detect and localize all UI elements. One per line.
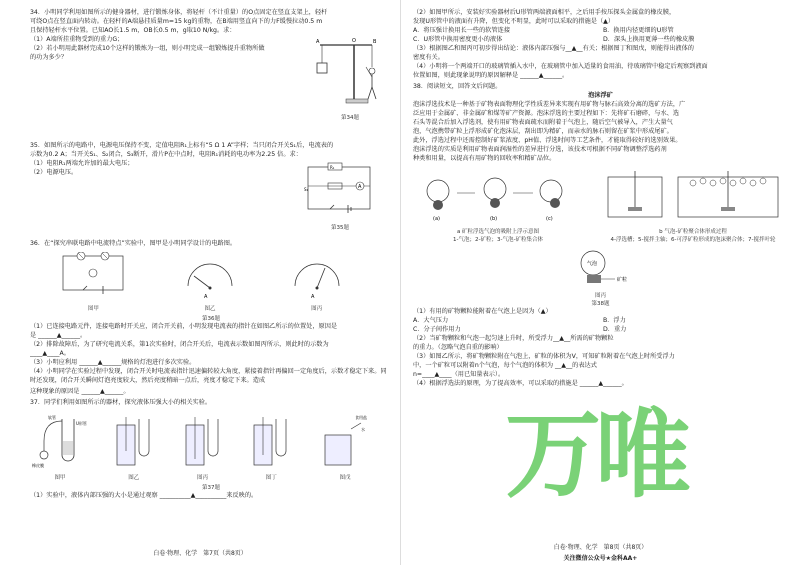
- figure-36a: [53, 252, 133, 312]
- figure-37e: [315, 411, 375, 481]
- q37-blank4: ▲: [538, 72, 544, 79]
- q38-optD: D．重力: [603, 326, 627, 333]
- figure-37c: [178, 411, 228, 481]
- q36-blank2: ▲: [42, 350, 48, 357]
- q36-blank3: ▲: [97, 359, 103, 366]
- figure-37b-label: 图乙: [128, 475, 140, 481]
- question-37-continued: （2）如图甲所示，安装好实验器材后U形管两端液面相平，之后用手按压探头金属盒的橡皮膜， 发现U形管中的液面有升降，但变化不明显，此时可以采取的措施是（▲） A．将压强计换用长一些的软管连接 B．换用内径更细的U形管 C．U形管中换用密度更小的液体 D．深头上换用更薄一些的橡皮膜 （3）根据图乙和图丙可初步得出结论：液体内部压强与__▲__有关；根据图丁和图戊，则能得出液体的 密度有关。 （4）小明将一个两端开口的玻璃管插入水中，在玻璃管中加入适量的食用油，待玻璃管中稳定后观察到液面 位置如图，则此现象说明的原因解释是 ______▲______。: [413, 8, 788, 80]
- ammeter-dial-b: [180, 252, 240, 300]
- svg-text:R₁: R₁: [330, 165, 335, 170]
- q37-blank2: ▲: [603, 18, 608, 25]
- figure-37e-label: 图戊: [339, 475, 351, 481]
- figure-34: [310, 37, 390, 121]
- q38-sub2b: 所受浮力: [528, 335, 554, 342]
- q37-blank3: ▲: [571, 45, 577, 52]
- q36-sub3b: 规格的灯泡进行多次实验。: [121, 359, 196, 366]
- left-footer: 白卷·物理、化学 第7页（共8页）: [153, 550, 247, 557]
- figure-37d: [246, 411, 296, 481]
- question-36: 36．在“探究串联电路中电流特点”实验中，图甲是小明同学设计的电路图。 图甲 A 图乙 A 图丙 第36题 （1）已连接电路元件，连接电路时开关应，闭合开关前，小明发现电流表的指针在如图乙所示的位置处，原因是 是 ______▲______。 （2）排除故障后，为了研究电流关系，第1次实验时，闭合开关后，电流表示数如图丙所示，则此时的示数为 ____▲____A。 （3）小明应利用 ______▲______规格的灯泡进行多次实验。 （4）小明同学在实验过程中发现，闭合开关时电流表指针迅速偏转较大角度，紧接着指针再偏回一定角度后，示数才稳定下来。同时还发现，闭合开关瞬间灯泡亮度较大，然后亮度稍暗一点后，亮度才稳定下来。造成 这种现象的原因是 ______▲______。: [30, 239, 392, 396]
- ammeter-dial-c: [287, 252, 347, 300]
- beaker-c: [178, 411, 228, 469]
- svg-text:A: A: [358, 184, 362, 190]
- figure-36b: [180, 252, 240, 312]
- q38-optC: C．分子间作用力: [413, 326, 461, 333]
- figure-37d-label: 图丁: [265, 475, 277, 481]
- q37-sub4: （4）小明将一个两端开口的玻璃管插入水中，在玻璃管中加入适量的食用油，待玻璃管中稳定后观察到液面: [413, 63, 708, 70]
- figure-38a-label: a 矿粒浮选气泡的吸附上浮示意图: [456, 229, 540, 235]
- beaker-e: [315, 411, 375, 469]
- label-film: 橡皮膜: [32, 463, 44, 468]
- svg-text:A: A: [310, 294, 315, 300]
- q38-title: 泡沫浮矿: [588, 92, 613, 99]
- svg-text:S₁: S₁: [304, 187, 309, 192]
- q38-optA: A．大气压力: [413, 317, 449, 324]
- watermark-logo: 万唯: [505, 399, 685, 511]
- q37-optC: C．U形管中换用密度更小的液体: [413, 36, 503, 43]
- q38-sub3: （3）如图乙所示，将矿物颗粒附在气泡上，矿粒的体积为V，: [413, 353, 583, 360]
- right-footer-note: 关注微信公众号★金科AA+: [563, 555, 638, 562]
- fig-small-b: (b): [490, 216, 498, 222]
- figure-38a: [413, 169, 583, 243]
- q34-line3: 且保持轻杆水平位置。已知AO长1.5 m，OB长0.5 m，g取10 N/kg。求：: [30, 27, 236, 34]
- figure-35-caption: 第35题: [331, 225, 349, 231]
- figure-36b-label: 图乙: [204, 306, 216, 312]
- q37-sub2: （2）如图甲所示，安装好实验器材后U形管两端液面相平，之后用手按压探头金属盒的橡皮膜，: [413, 9, 676, 16]
- q36-sub1: （1）已连接电路元件，连接电路时开关应，闭合开关前，小明发现电流表的指针在如图乙所示的位置处，原因是: [30, 323, 338, 330]
- figure-34-caption: 第34题: [341, 115, 359, 121]
- q38-sub2d: 的重力。（忽略气泡自重的影响）: [413, 344, 503, 351]
- q38-sub2: （2）当矿物颗粒和气泡一起匀速上升时，: [413, 335, 529, 342]
- q37-sub3b: 有关；根据图丁和图戊，则能得出液体的: [582, 45, 694, 52]
- q34-line2: 可绕O点在竖直面内转动。在轻杆的A端悬挂质量m=15 kg的重物，在B端用竖直向下的力F缓慢拉动0.5 m: [30, 18, 323, 25]
- q35-sub1: （1）电阻R₁两端允许加的最大电压；: [30, 160, 134, 167]
- q38-line1: 38．阅读短文，回答文后问题。: [413, 83, 502, 90]
- q36-sub3: （3）小明应利用: [30, 359, 78, 366]
- q34-sub2: （2）若小明用此器材完成10个这样的锻炼为一组，则小明完成一组锻炼提升重物所做: [30, 45, 265, 52]
- q34-line1: 34．小明同学利用如图所示的健身器材，进行锻炼身体，将轻杆（不计重量）的O点固定在竖直支架上，轻杆: [30, 9, 328, 16]
- q36-sub2b: A。: [59, 350, 70, 357]
- label-water: 水: [361, 427, 365, 432]
- q35-line1: 35．如图所示的电路中，电源电压保持不变，定值电阻R₁上标有“5 Ω 1 A”字样；当只闭合开关S₁后，电流表的: [30, 142, 334, 149]
- q36-blank4: ▲: [100, 388, 105, 395]
- svg-text:A: A: [203, 294, 208, 300]
- q38-sub2c: 所需的矿物颗粒: [570, 335, 614, 342]
- q38-sub3e: n=: [413, 371, 423, 378]
- figure-37-caption: 第37题: [202, 485, 220, 491]
- q34-sub3: 的功为多少？: [30, 54, 68, 61]
- q38-sub3c: 中，一个矿粒可以附着n个气泡，每个气泡的体积为: [413, 362, 554, 369]
- q38-sub3f: （用已知量表示）。: [451, 371, 505, 378]
- q38-sub3b: 可知矿粒附着在气泡上时所受浮力: [582, 353, 675, 360]
- q36-sub1b: 是: [30, 332, 37, 339]
- bubble-particle-diagram: [413, 169, 583, 223]
- q35-sub2: （2）电源电压。: [30, 169, 78, 176]
- fig-c-particle: 矿粒: [616, 277, 627, 283]
- q38-blank3: ▲: [561, 362, 566, 369]
- figure-38b-label: b 气泡-矿粒聚合体形成过程: [659, 229, 727, 235]
- figure-35: [300, 161, 380, 231]
- bubble-on-particle-diagram: [551, 247, 651, 287]
- svg-text:O: O: [352, 38, 356, 44]
- q36-line1: 36．在“探究串联电路中电流特点”实验中，图甲是小明同学设计的电路图。: [30, 240, 237, 247]
- svg-text:B: B: [373, 39, 377, 45]
- q37-optB: B．换用内径更细的U形管: [603, 27, 674, 34]
- q37-optD: D．深头上换用更薄一些的橡皮膜: [603, 36, 695, 43]
- figure-36c: [287, 252, 347, 312]
- label-tube: 软管: [48, 415, 56, 420]
- figure-37a-label: 图甲: [54, 475, 66, 481]
- series-circuit-diagram: [53, 252, 133, 300]
- beaker-b: [109, 411, 159, 469]
- question-35: [30, 141, 392, 233]
- figure-36c-label: 图丙: [311, 306, 323, 312]
- figure-36-caption: 第36题: [202, 316, 220, 322]
- q38-p3: 石头等混合后加入浮选剂，使有用矿物表面疏水而附着于气泡上，随后空气被导入，产生大量气: [413, 119, 673, 126]
- q37-sub4b: 位置如图，则此现象说明的原因解释是: [413, 72, 519, 79]
- flotation-tank-diagram: [598, 169, 788, 223]
- figure-38b-note: 4-浮选槽；5-搅拌主轴；6-可浮矿粒形成的泡沫聚合体；7-搅拌叶轮: [610, 237, 776, 243]
- q38-sub3d: 的表达式: [572, 362, 597, 369]
- q38-p4: 泡，气泡携带矿粒上浮形成矿化泡沫层，刮出即为精矿，而亲水的脉石则留在矿浆中形成尾矿。: [413, 128, 673, 135]
- lever-diagram: [310, 37, 390, 109]
- fig-c-bubble: 气泡: [586, 261, 597, 267]
- label-salt: 食用盐: [355, 415, 367, 420]
- question-38: 38．阅读短文，回答文后问题。 泡沫浮矿 泡沫浮选技术是一种基于矿物表面物理化学性质差异来实现有用矿物与脉石高效分离的选矿方法，广 泛应用于金属矿、非金属矿和煤等矿产资源。泡沫浮选的主要过程如下：先将矿石磨碎，与水、选 石头等混合后加入浮选剂，使有用矿物表面疏水而附着于气泡上，随后空气被导入，产生大量气 泡，气泡携带矿粒上浮形成矿化泡沫层，刮出即为精矿，而亲水的脉石则留在矿浆中形成尾矿。 此外，浮选过程中还需控制好矿浆浓度、pH值、浮选时间等工艺条件，才能取得较好的选别效果。 泡沫浮选的实质是利用矿物表面润湿性的差异进行分选，该技术可根据不同矿物调整浮选药剂 种类和用量，以提高有用矿物的回收率和精矿品位。 (a) (b) (c) a 矿粒浮选气泡的吸附上浮示意图 1-气泡；2-矿粒；3-气泡-矿粒集合体 b 气泡-矿粒聚合体形成过程 4-浮选槽；5-搅拌主轴；6-可浮矿粒形成的泡沫聚合体；7-搅拌叶轮 气泡 矿粒 图丙 第38题 （1）有用的矿物颗粒能附着在气泡上是因为（▲） A．大气压力 B．浮力 C．分子间作用力 D．重力 （2）当矿物颗粒和气泡一起匀速上升时，所受浮力__▲__所需的矿物颗粒 的重力。（忽略气泡自重的影响） （3）如图乙所示，将矿物颗粒附在气泡上，矿粒的体积为V，可知矿粒附着在气泡上时所受浮力 中，一个矿粒可以附着n个气泡，每个气泡的体积为 __▲__的表达式 n=____▲____（用已知量表示）。 （4）根据浮选法的原理，为了提高效率，可以采取的措施是 ______▲______。: [413, 82, 788, 388]
- q37-line1: 37．同学们利用如图所示的器材，探究液体压强大小的相关实验。: [30, 399, 212, 406]
- pressure-gauge-diagram: [30, 411, 90, 469]
- question-37: 37．同学们利用如图所示的器材，探究液体压强大小的相关实验。 软管 U形管 橡皮膜 图甲 图乙 图丙 图丁 食用盐 水 图戊 第37题 （1）实验中，液体内部压强的大小是通过观察 __________▲__________来反映的。: [30, 398, 392, 500]
- q38-sub1: （1）有用的矿物颗粒能附着在气泡上是因为: [413, 308, 535, 315]
- label-u-tube: U形管: [76, 421, 87, 426]
- beaker-d: [246, 411, 296, 469]
- figure-38a-note: 1-气泡；2-矿粒；3-气泡-矿粒集合体: [453, 237, 543, 243]
- figure-37c-label: 图丙: [196, 475, 208, 481]
- question-34: [30, 8, 392, 123]
- q38-optB: B．浮力: [603, 317, 626, 324]
- q38-p7: 种类和用量，以提高有用矿物的回收率和精矿品位。: [413, 155, 556, 162]
- q36-sub4: （4）小明同学在实验过程中发现，闭合开关时电流表指针迅速偏转较大角度，紧接着指针再偏回一定角度后，示数才稳定下来。同时还发现，闭合开关瞬间灯泡亮度较大，然后亮度稍暗一点后，亮度才稳定下来。造成: [30, 368, 387, 384]
- q34-sub1: （1）A端所挂重物受到的重力G；: [30, 36, 124, 43]
- q37-sub3c: 密度有关。: [413, 54, 444, 61]
- figure-38c-label: 图丙: [594, 293, 606, 299]
- q37-blank1: ▲: [190, 492, 196, 499]
- figure-37a: [30, 411, 90, 481]
- circuit-diagram-35: [300, 161, 380, 219]
- q35-line2: 示数为0.2 A；当开关S₁、S₂闭合，S₃断开，滑片P在中点时，电阻R₁消耗的电功率为2.25 倍。求：: [30, 151, 302, 158]
- figure-38-caption: 第38题: [591, 301, 610, 307]
- q38-p5: 此外，浮选过程中还需控制好矿浆浓度、pH值、浮选时间等工艺条件，才能取得较好的选别效果。: [413, 137, 682, 144]
- q36-sub2: （2）排除故障后，为了研究电流关系，第1次实验时，闭合开关后，电流表示数如图丙所示，则此时的示数为: [30, 341, 329, 348]
- figure-37b: [109, 411, 159, 481]
- q37-sub3: （3）根据图乙和图丙可初步得出结论：液体内部压强与: [413, 45, 566, 52]
- q38-p1: 泡沫浮选技术是一种基于矿物表面物理化学性质差异来实现有用矿物与脉石高效分离的选矿方法，广: [413, 101, 686, 108]
- right-footer: 白卷·物理、化学 第8页（共8页）: [553, 544, 648, 551]
- q38-blank4: ▲: [434, 371, 440, 378]
- q38-p2: 泛应用于金属矿、非金属矿和煤等矿产资源。泡沫浮选的主要过程如下：先将矿石磨碎，与水、选: [413, 110, 680, 117]
- fig-small-c: (c): [546, 216, 553, 222]
- figure-38c: [551, 247, 651, 299]
- q38-sub4: （4）根据浮选法的原理，为了提高效率，可以采取的措施是: [413, 380, 578, 387]
- q37-sub1: （1）实验中，液体内部压强的大小是通过观察: [30, 492, 158, 499]
- q36-sub4b: 这种现象的原因是: [30, 388, 80, 395]
- svg-text:A: A: [316, 39, 320, 45]
- q38-blank5: ▲: [598, 380, 604, 387]
- q38-blank2: ▲: [559, 335, 565, 342]
- q37-sub2b: 发现U形管中的液面有升降，但变化不明显，此时可以采取的措施是: [413, 18, 597, 25]
- q37-optA: A．将压强计换用长一些的软管连接: [413, 27, 511, 34]
- figure-36a-label: 图甲: [87, 306, 99, 312]
- figure-38b: [598, 169, 788, 243]
- q36-blank1: ▲: [56, 332, 62, 339]
- q37-sub1b: 来反映的。: [226, 492, 258, 499]
- q38-blank1: ▲: [540, 308, 546, 315]
- fig-small-a: (a): [433, 216, 440, 222]
- q38-p6: 泡沫浮选的实质是利用矿物表面润湿性的差异进行分选，该技术可根据不同矿物调整浮选药剂: [413, 146, 667, 153]
